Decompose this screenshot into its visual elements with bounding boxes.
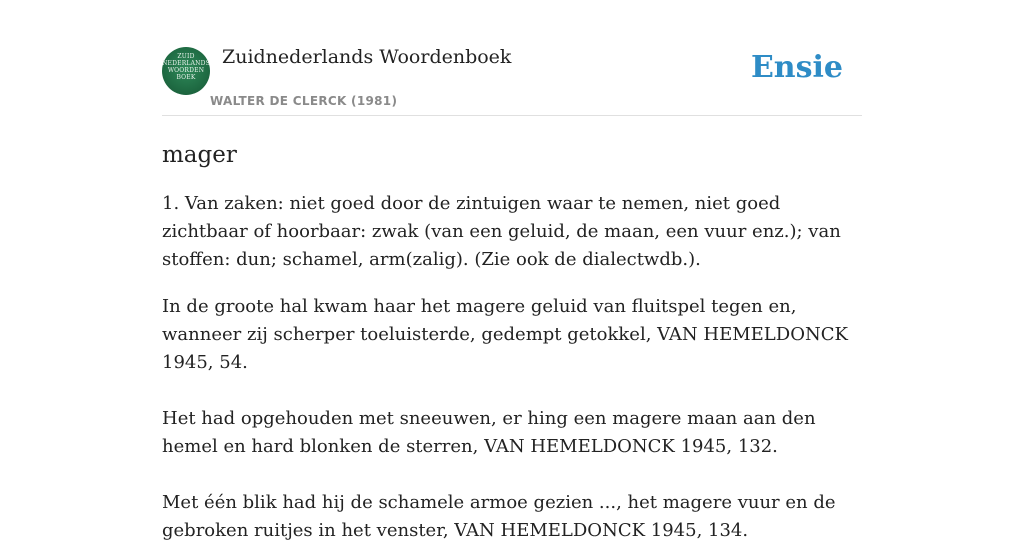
example-quote: In de groote hal kwam haar het magere geluid van fluitspel tegen en, wanneer zij scherper toeluisterde, gedempt getokkel, VAN HEMELDONCK 1945, 54. [162, 296, 848, 373]
dictionary-logo[interactable] [162, 47, 210, 95]
dictionary-header [162, 0, 862, 116]
entry-headword: mager [162, 142, 237, 168]
page [162, 0, 862, 545]
logo-text-line: WOORDEN [167, 67, 205, 74]
dictionary-author: WALTER DE CLERCK (1981) [210, 94, 398, 108]
example-quote: Met één blik had hij de schamele armoe gezien ..., het magere vuur en de gebroken ruitjes in het venster, VAN HEMELDONCK 1945, 134. [162, 492, 836, 541]
dictionary-title-link[interactable]: Zuidnederlands Woordenboek [222, 46, 512, 68]
entry-examples [162, 293, 862, 545]
logo-text-line: BOEK [176, 74, 196, 81]
ensie-brand-link[interactable]: Ensie [750, 50, 843, 85]
example-quote: Het had opgehouden met sneeuwen, er hing een magere maan aan den hemel en hard blonken de sterren, VAN HEMELDONCK 1945, 132. [162, 408, 816, 457]
entry-definition: 1. Van zaken: niet goed door de zintuigen waar te nemen, niet goed zichtbaar of hoorbaar: zwak (van een geluid, de maan, een vuur enz.); van stoffen: dun; schamel, arm(zalig). (Zie ook de dialectwdb.). [162, 193, 841, 270]
logo-text-line: ZUID [177, 53, 195, 60]
logo-text-line: NEDERLANDS [162, 60, 210, 67]
